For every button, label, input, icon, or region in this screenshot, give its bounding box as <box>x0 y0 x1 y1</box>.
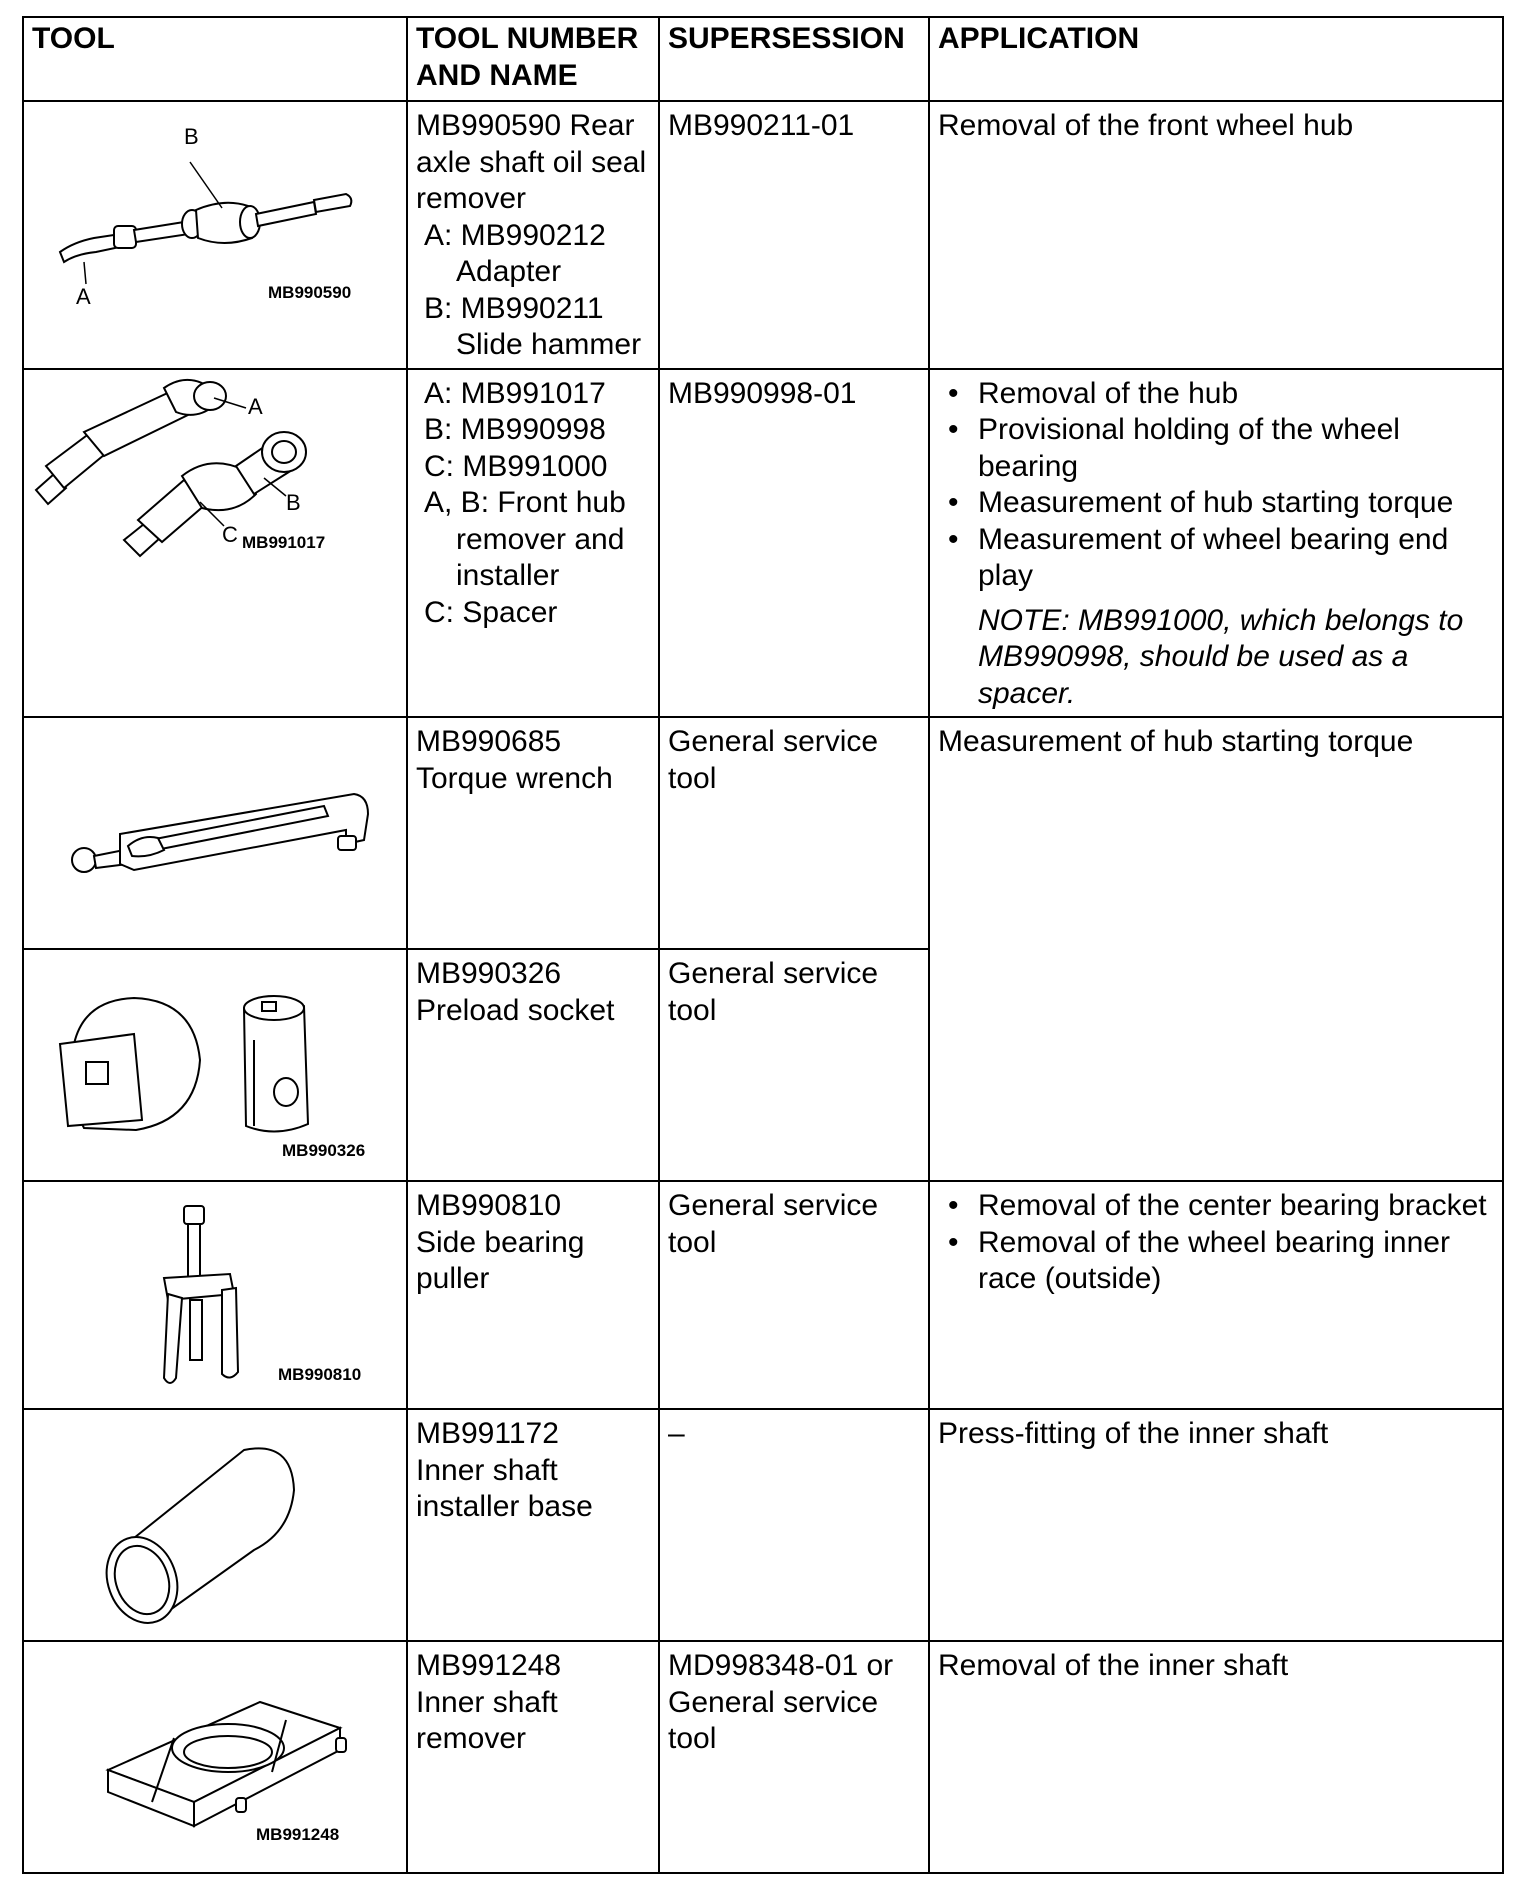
tool-figure-cell <box>23 949 407 1181</box>
figure-code: MB990590 <box>268 283 352 302</box>
application-bullet: • Removal of the hub <box>938 376 1494 413</box>
supersession-line: General service <box>668 1189 879 1222</box>
sub-item <box>416 376 650 413</box>
sub-item-cont: remover and <box>456 522 625 556</box>
tool-number-cell <box>407 101 659 369</box>
application-cell <box>929 1409 1503 1641</box>
tool-number-cell <box>407 1641 659 1873</box>
table-row <box>23 369 1503 718</box>
application-text: Measurement of hub starting torque <box>938 725 1414 758</box>
table-row <box>23 1181 1503 1409</box>
leader-b <box>190 162 222 208</box>
tool-number-line: Preload socket <box>416 993 615 1027</box>
figure-code: MB990326 <box>282 1141 366 1160</box>
sub-item <box>416 449 650 486</box>
sub-item-cont: Slide hammer <box>456 328 642 361</box>
special-tools-table <box>22 16 1504 1874</box>
application-text: Press-fitting of the inner shaft <box>938 1417 1329 1450</box>
tool-number-cell <box>407 717 659 949</box>
preload-socket-illustration <box>24 950 408 1180</box>
sub-item-prefix: C: Spacer <box>424 595 558 629</box>
tool-number-line: MB990810 <box>416 1189 562 1222</box>
slide-hammer-illustration <box>24 102 408 366</box>
table-row <box>23 1409 1503 1641</box>
supersession-cell <box>659 717 929 949</box>
sub-item <box>416 595 650 632</box>
sub-item-cont: Adapter <box>456 255 562 288</box>
tool-figure-cell <box>23 1409 407 1641</box>
sub-item-cont: installer <box>456 559 560 592</box>
figure-label-c: C <box>222 521 238 547</box>
figure-code: MB991017 <box>242 532 326 552</box>
supersession-cell <box>659 1409 929 1641</box>
supersession-cell <box>659 1641 929 1873</box>
header-tool-number <box>407 17 659 101</box>
tool-number-line: axle shaft oil seal <box>416 145 647 179</box>
tool-number-cell <box>407 369 659 718</box>
tool-number-line: MB991248 <box>416 1649 562 1682</box>
table-row <box>23 101 1503 369</box>
application-text: Removal of the inner shaft <box>938 1649 1289 1682</box>
header-tool: TOOL <box>23 17 407 101</box>
sub-item-prefix: B: MB990211 <box>424 291 604 325</box>
application-cell <box>929 1181 1503 1409</box>
tool-number-cell <box>407 949 659 1181</box>
front-hub-remover-illustration <box>24 370 408 716</box>
header-tool-number-line1: TOOL NUMBER <box>416 22 639 55</box>
application-bullet: • Measurement of wheel bearing end play <box>938 522 1494 595</box>
supersession-cell <box>659 369 929 718</box>
bearing-puller-illustration <box>24 1182 408 1408</box>
sub-item-prefix: B: MB990998 <box>424 413 606 446</box>
sub-item-prefix: A: MB990212 <box>424 218 606 252</box>
figure-code: MB991248 <box>256 1825 340 1844</box>
tool-number-line: remover <box>416 1722 527 1755</box>
header-row <box>23 17 1503 101</box>
figure-label-b: B <box>184 124 199 149</box>
table-row <box>23 1641 1503 1873</box>
figure-code: MB990810 <box>278 1365 362 1384</box>
tool-number-line: Inner shaft <box>416 1453 558 1487</box>
inner-shaft-remover-illustration <box>24 1642 408 1872</box>
tool-figure-cell <box>23 1641 407 1873</box>
application-bullet: • Removal of the center bearing bracket <box>938 1188 1494 1225</box>
tool-number-line: Inner shaft <box>416 1685 558 1719</box>
supersession-line: – <box>668 1417 685 1450</box>
supersession-line: General service <box>668 1685 879 1719</box>
supersession-line: tool <box>668 1722 717 1755</box>
application-text: Removal of the front wheel hub <box>938 109 1354 142</box>
supersession-line: MB990211-01 <box>668 109 855 142</box>
installer-base-illustration <box>24 1410 408 1640</box>
tool-figure-cell <box>23 101 407 369</box>
tool-number-line: Torque wrench <box>416 761 613 795</box>
sub-item-prefix: A, B: Front hub <box>424 486 626 519</box>
supersession-line: MB990998-01 <box>668 376 857 410</box>
tool-number-line: remover <box>416 182 527 215</box>
application-note: NOTE: MB991000, which belongs to MB990998, should be used as a spacer. <box>978 603 1464 710</box>
application-cell <box>929 369 1503 718</box>
application-cell <box>929 101 1503 369</box>
supersession-line: tool <box>668 1225 717 1259</box>
supersession-cell <box>659 1181 929 1409</box>
tool-number-line: MB990685 <box>416 725 562 758</box>
application-list <box>938 1188 1494 1298</box>
leader-a <box>84 262 86 284</box>
torque-wrench-illustration <box>24 718 408 948</box>
supersession-line: MD998348-01 or <box>668 1649 894 1682</box>
application-cell <box>929 1641 1503 1873</box>
tool-number-cell <box>407 1181 659 1409</box>
tool-figure-cell <box>23 369 407 718</box>
header-application: APPLICATION <box>929 17 1503 101</box>
application-bullet: • Provisional holding of the wheel bearing <box>938 412 1494 485</box>
application-cell <box>929 717 1503 1181</box>
sub-item-prefix: C: MB991000 <box>424 449 608 483</box>
supersession-line: General service <box>668 957 879 990</box>
supersession-line: tool <box>668 993 717 1027</box>
figure-label-a: A <box>248 393 263 419</box>
sub-item-prefix: A: MB991017 <box>424 376 606 410</box>
sub-item <box>416 291 650 364</box>
tool-number-line: MB990326 <box>416 957 562 990</box>
supersession-line: General service <box>668 725 879 758</box>
figure-label-a: A <box>76 284 91 309</box>
sub-item <box>416 485 650 595</box>
header-supersession: SUPERSESSION <box>659 17 929 101</box>
tool-figure-cell <box>23 717 407 949</box>
application-bullet: • Removal of the wheel bearing inner race (outside) <box>938 1225 1494 1298</box>
tool-number-line: puller <box>416 1262 490 1295</box>
application-bullet: • Measurement of hub starting torque <box>938 485 1494 522</box>
supersession-line: tool <box>668 761 717 795</box>
table-row <box>23 717 1503 949</box>
tool-number-line: Side bearing <box>416 1225 585 1259</box>
sub-item <box>416 218 650 291</box>
application-list <box>938 376 1494 595</box>
supersession-cell <box>659 101 929 369</box>
supersession-cell <box>659 949 929 1181</box>
tool-number-line: MB990590 Rear <box>416 109 635 142</box>
header-tool-number-line2: AND NAME <box>416 59 578 92</box>
figure-label-b: B <box>286 489 301 515</box>
tool-figure-cell <box>23 1181 407 1409</box>
tool-number-line: MB991172 <box>416 1417 559 1450</box>
tool-number-line: installer base <box>416 1490 593 1523</box>
tool-number-cell <box>407 1409 659 1641</box>
sub-item <box>416 412 650 449</box>
